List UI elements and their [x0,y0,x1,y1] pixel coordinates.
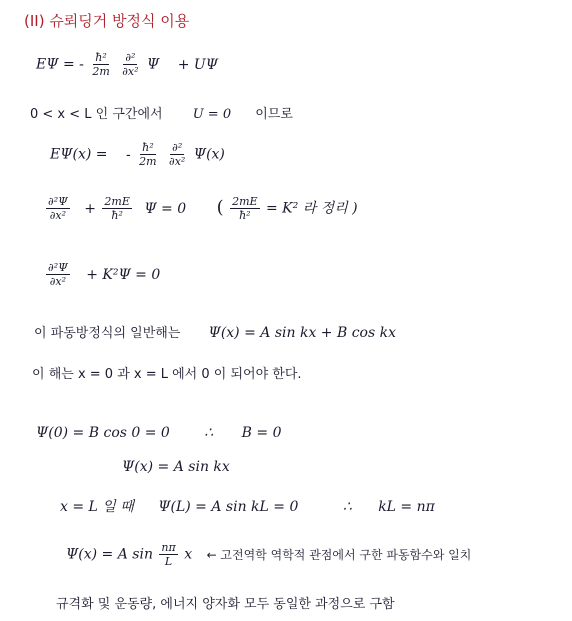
eq3-paren-open: ( [216,196,224,218]
general-solution-label: 이 파동방정식의 일반해는 [34,326,181,341]
eq4-frac-den: ∂x² [49,275,67,288]
potential-zero: U = 0 [192,107,232,122]
schrodinger-equation [36,52,218,77]
eq1-frac1-num: ħ² [95,51,107,64]
eq3-frac3-den: ħ² [239,209,251,222]
eq3-frac1-num: ∂²Ψ [48,195,68,208]
eq4-frac-num: ∂²Ψ [48,261,68,274]
eq3-plus: + [84,200,96,217]
eq1-frac2-den: ∂x² [122,65,139,78]
eq9-lead: x = L 일 때 [60,499,134,515]
eq4-fraction-second-derivative [46,262,70,287]
eq2-frac1-num: ħ² [142,141,154,154]
interval-condition [30,108,293,121]
eq3-frac1-den: ∂x² [49,209,67,222]
general-solution-line [34,326,396,340]
wave-equation-with-k [44,196,358,221]
eq3-psi-equals-zero: Ψ = 0 [144,200,187,217]
eq1-frac1-den: 2m [92,65,110,78]
eq1-psi: Ψ [146,56,160,73]
eq7-rhs: B = 0 [241,425,282,441]
eq2-lhs: EΨ(x) = [50,146,108,163]
eq2-frac1-den: 2m [139,155,157,168]
interval-tail: 이므로 [255,107,293,122]
eq1-fraction-derivative [120,52,140,77]
eq2-frac2-num: ∂² [172,141,183,154]
eq10-note: ← 고전역학 역학적 관점에서 구한 파동함수와 일치 [206,547,472,562]
eq1-minus: - [79,56,84,73]
boundary-at-zero [36,426,281,440]
wave-equation-k-form [44,262,160,287]
eq10-lhs: Ψ(x) = A sin [66,546,153,563]
eq3-fraction-2mE [102,196,131,221]
eq3-frac2-den: ħ² [111,209,123,222]
eq2-psi: Ψ(x) [193,146,225,163]
boundary-condition-line: 이 해는 x = 0 과 x = L 에서 0 이 되어야 한다. [32,367,302,382]
eq1-rest: + UΨ [177,56,218,73]
eq10-frac-num: nπ [161,541,176,554]
eq9-rhs: kL = nπ [378,499,435,515]
eq9-mid: Ψ(L) = A sin kL = 0 [158,499,299,515]
eq3-fraction-second-derivative [46,196,70,221]
eq1-frac2-num: ∂² [125,51,136,64]
eq2-fraction-hbar [137,142,158,167]
eq7-lhs: Ψ(0) = B cos 0 = 0 [36,425,170,441]
eq10-frac-den: L [164,555,173,568]
reduced-equation [50,142,225,167]
reduced-solution: Ψ(x) = A sin kx [122,459,230,475]
general-solution: Ψ(x) = A sin kx + B cos kx [208,325,396,341]
eq3-fraction-definition [230,196,259,221]
section-title: (II) 슈뢰딩거 방정식 이용 [24,12,190,30]
boundary-at-L [60,500,435,514]
eq3-frac3-num: 2mE [232,195,258,208]
eq2-frac2-den: ∂x² [169,155,186,168]
eq10-x: x [184,546,193,563]
eq2-minus: - [125,146,131,163]
eq1-lhs: EΨ = [36,56,75,73]
eq4-rest: + K²Ψ = 0 [86,266,161,283]
eq2-fraction-derivative [167,142,187,167]
eq10-fraction [159,542,177,567]
conclusion-line: 규격화 및 운동량, 에너지 양자화 모두 동일한 과정으로 구함 [56,597,395,612]
final-wavefunction-line [66,542,471,567]
eq3-definition-rest: = K² 라 정리 ) [266,200,358,217]
eq9-therefore: ∴ [342,499,352,515]
eq7-therefore: ∴ [204,425,214,441]
eq1-fraction-hbar [90,52,111,77]
eq3-frac2-num: 2mE [104,195,130,208]
interval-text: 0 < x < L 인 구간에서 [30,107,163,122]
